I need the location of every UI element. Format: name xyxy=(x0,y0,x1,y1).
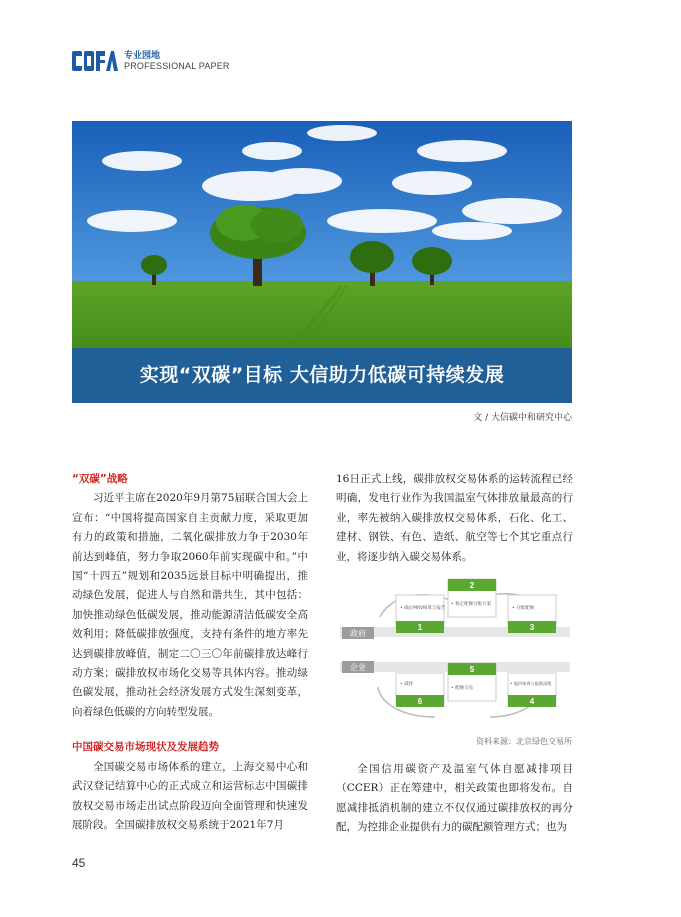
section-title-en: PROFESSIONAL PAPER xyxy=(124,61,230,71)
page-number: 45 xyxy=(72,856,86,870)
step-text: • 减排 xyxy=(400,682,414,687)
step-text: • 配额交易 xyxy=(451,686,474,691)
section-heading: “双碳”战略 xyxy=(72,473,128,485)
step-number: 4 xyxy=(529,697,535,706)
carbon-trading-process-diagram xyxy=(340,577,570,727)
row-label: 政府 xyxy=(350,629,366,638)
step-number: 2 xyxy=(469,581,475,590)
section-title-cn: 专业园地 xyxy=(124,51,161,61)
section-heading: 中国碳交易市场现状及发展趋势 xyxy=(72,741,219,754)
row-label: 企业 xyxy=(350,663,366,672)
left-column xyxy=(72,470,308,835)
step-number: 6 xyxy=(417,697,423,706)
byline: 文 / 大信碳中和研究中心 xyxy=(473,413,572,423)
step-box xyxy=(396,595,446,633)
body-paragraph: 习近平主席在2020年9月第75届联合国大会上宣布：“中国将提高国家自主贡献力度，采取更加有力的政策和措施，二氧化碳排放力争于2030年前达到峰值，努力争取2060年前实现碳中和。”中国“十四五”规划和2035远景目标中明确提出，推动绿色发展，促进人与自然和谐共生，其中包括：加快推动绿色低碳发展，推动能源清洁低碳安全高效利用；降低碳排放强度，支持有条件的地方率先达到碳排放峰值，制定二〇三〇年前碳排放达峰行动方案；碳排放权市场化交易等具体内容。推动绿色碳发展，推动社会经济发展方式发生深刻变革，向着绿色低碳的方向转型发展。 xyxy=(72,492,308,718)
body-paragraph: 全国信用碳资产及温室气体自愿减排项目（CCER）正在筹建中，相关政策也即将发布。自愿减排抵消机制的建立不仅仅通过碳排放权的再分配，为控排企业提供有力的碳配额管理方式；也为 xyxy=(336,763,573,834)
step-box xyxy=(448,579,496,617)
step-box xyxy=(508,595,556,633)
step-text: • 履约核查与配额清缴 xyxy=(510,681,552,686)
step-number: 5 xyxy=(469,665,475,674)
step-box xyxy=(396,673,444,707)
step-box xyxy=(448,663,496,701)
step-text: • 确定MRV核算与报告 xyxy=(400,606,446,611)
cdfa-logo xyxy=(72,48,118,74)
step-number: 3 xyxy=(529,623,535,632)
right-column-bottom xyxy=(336,760,573,838)
hero-image xyxy=(72,121,572,403)
figure-source: 资料来源：北京绿色交易所 xyxy=(476,737,572,746)
body-paragraph: 16日正式上线，碳排放权交易体系的运转流程已经明确，发电行业作为我国温室气体排放量最高的行业，率先被纳入碳排放权交易体系，石化、化工、建材、钢铁、有色、造纸、航空等七个其它重点行业，将逐步纳入碳交易体系。 xyxy=(336,473,573,563)
article-title: 实现“双碳”目标 大信助力低碳可持续发展 xyxy=(139,364,505,386)
body-paragraph: 全国碳交易市场体系的建立，上海交易中心和武汉登记结算中心的正式成立和运营标志中国碳排放权交易市场走出试点阶段迈向全面管理和快速发展阶段。全国碳排放权交易系统于2021年7月 xyxy=(72,760,308,831)
step-text: • 分配配额 xyxy=(512,606,535,611)
step-text: • 核定配额分配方案 xyxy=(451,602,492,607)
step-number: 1 xyxy=(417,623,423,632)
right-column-top xyxy=(336,470,573,567)
step-box xyxy=(508,673,556,707)
